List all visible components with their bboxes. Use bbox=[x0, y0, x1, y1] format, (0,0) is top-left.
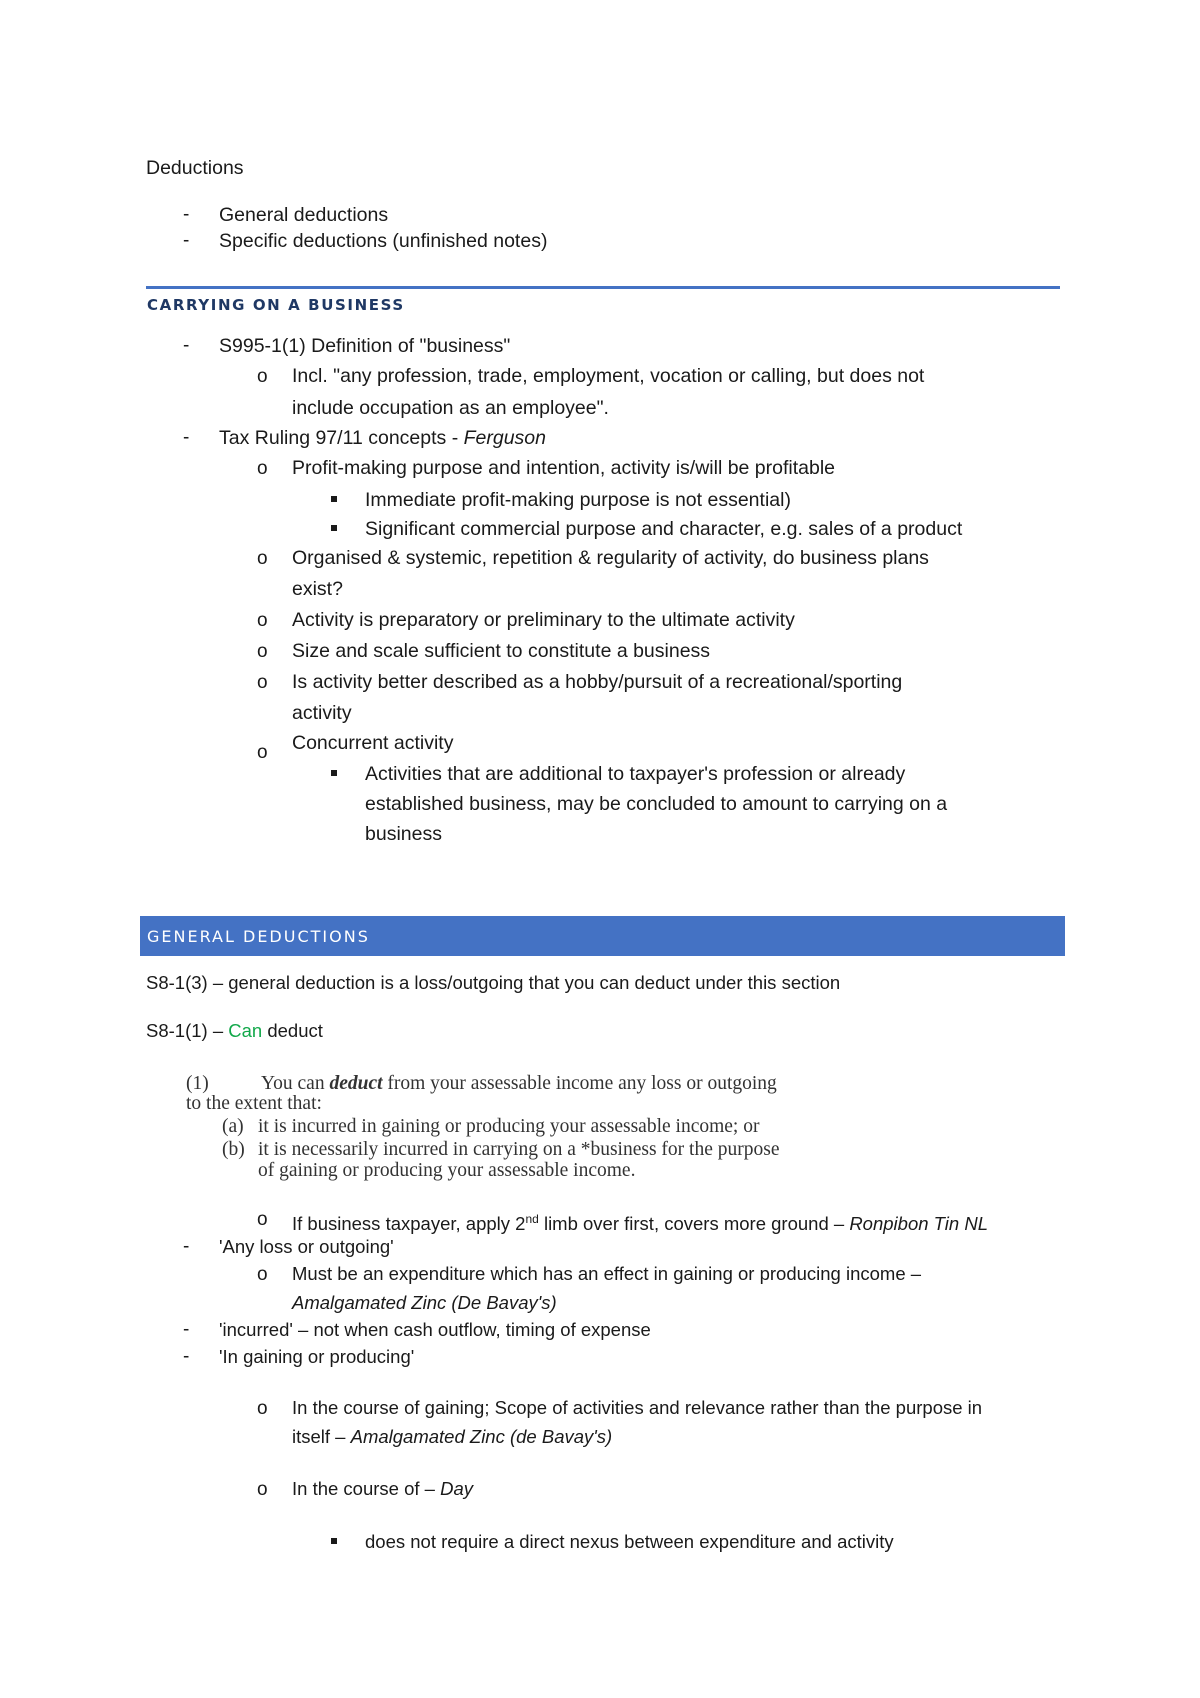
section-heading-general: GENERAL DEDUCTIONS bbox=[147, 927, 370, 946]
concept-profit-sub2: Significant commercial purpose and character, e.g. sales of a product bbox=[365, 518, 963, 540]
concept-preparatory: Activity is preparatory or preliminary to the ultimate activity bbox=[292, 609, 795, 631]
circle-bullet: o bbox=[257, 1398, 268, 1419]
excerpt-a-label: (a) bbox=[222, 1116, 244, 1137]
s8-1-1-prefix: S8-1(1) – bbox=[146, 1020, 229, 1041]
intro-item-specific: Specific deductions (unfinished notes) bbox=[219, 230, 548, 252]
intro-item-general: General deductions bbox=[219, 204, 389, 226]
limb-note-sup: nd bbox=[525, 1212, 539, 1226]
limb-note bbox=[292, 1207, 988, 1236]
concept-profit: Profit-making purpose and intention, activity is/will be profitable bbox=[292, 457, 836, 479]
limb-note-post: limb over first, covers more ground – bbox=[538, 1213, 850, 1235]
gaining-sub1-line1: In the course of gaining; Scope of activities and relevance rather than the purpose in bbox=[292, 1397, 983, 1418]
case-name-ronpibon: Ronpibon Tin NL bbox=[849, 1213, 988, 1235]
circle-bullet: o bbox=[257, 672, 268, 693]
concurrent-sub-line1: Activities that are additional to taxpayer's profession or already bbox=[365, 763, 906, 785]
square-bullet bbox=[331, 1538, 337, 1544]
concept-organised-line2: exist? bbox=[292, 578, 343, 600]
square-bullet bbox=[331, 770, 337, 776]
excerpt-line1-post: from your assessable income any loss or outgoing bbox=[382, 1073, 777, 1094]
dash-bullet: - bbox=[183, 427, 190, 448]
circle-bullet: o bbox=[257, 610, 268, 631]
circle-bullet: o bbox=[257, 641, 268, 662]
gaining-sub1-line2 bbox=[292, 1425, 612, 1449]
limb-note-pre: If business taxpayer, apply 2 bbox=[292, 1213, 526, 1235]
case-name-ferguson: Ferguson bbox=[463, 427, 546, 449]
dash-bullet: - bbox=[183, 1346, 190, 1367]
excerpt-a-text: it is incurred in gaining or producing your assessable income; or bbox=[258, 1116, 760, 1137]
circle-bullet: o bbox=[257, 458, 268, 479]
s8-1-1-text bbox=[146, 1019, 323, 1043]
concept-size: Size and scale sufficient to constitute a business bbox=[292, 640, 711, 662]
excerpt-deduct-bold: deduct bbox=[329, 1073, 383, 1094]
case-name-day: Day bbox=[440, 1478, 473, 1499]
s8-1-3-text: S8-1(3) – general deduction is a loss/outgoing that you can deduct under this section bbox=[146, 972, 841, 993]
excerpt-b-text: it is necessarily incurred in carrying on a *business for the purpose bbox=[258, 1139, 780, 1160]
gaining-sub2-sub: does not require a direct nexus between expenditure and activity bbox=[365, 1531, 894, 1552]
gaining-item: 'In gaining or producing' bbox=[219, 1346, 415, 1367]
circle-bullet: o bbox=[257, 1209, 268, 1230]
section-heading-business: CARRYING ON A BUSINESS bbox=[147, 296, 405, 314]
excerpt-line1 bbox=[261, 1073, 777, 1095]
heading-rule bbox=[146, 286, 1060, 289]
gaining-sub1-pre: itself – bbox=[292, 1426, 351, 1447]
circle-bullet: o bbox=[257, 1479, 268, 1500]
concurrent-sub-line3: business bbox=[365, 823, 442, 845]
circle-bullet: o bbox=[257, 548, 268, 569]
concept-organised-line1: Organised & systemic, repetition & regularity of activity, do business plans bbox=[292, 547, 929, 569]
circle-bullet: o bbox=[257, 742, 268, 763]
circle-bullet: o bbox=[257, 366, 268, 387]
excerpt-b-text2: of gaining or producing your assessable income. bbox=[258, 1160, 636, 1181]
excerpt-line1-pre: You can bbox=[261, 1073, 330, 1094]
excerpt-line2: to the extent that: bbox=[186, 1093, 322, 1114]
gaining-sub2-pre: In the course of – bbox=[292, 1478, 441, 1499]
case-name-amalgamated-2: Amalgamated Zinc (de Bavay's) bbox=[350, 1426, 613, 1447]
page-title: Deductions bbox=[146, 157, 244, 179]
concept-profit-sub1: Immediate profit-making purpose is not essential) bbox=[365, 489, 791, 511]
concurrent-sub-line2: established business, may be concluded to amount to carrying on a bbox=[365, 793, 948, 815]
dash-bullet: - bbox=[183, 335, 190, 356]
dash-bullet: - bbox=[183, 1236, 190, 1257]
definition-sub-line2: include occupation as an employee". bbox=[292, 397, 609, 419]
dash-bullet: - bbox=[183, 1319, 190, 1340]
subsection-number: (1) bbox=[186, 1073, 209, 1094]
dash-bullet: - bbox=[183, 204, 190, 225]
ruling-item-text: Tax Ruling 97/11 concepts - bbox=[219, 427, 464, 449]
square-bullet bbox=[331, 496, 337, 502]
definition-item: S995-1(1) Definition of "business" bbox=[219, 335, 511, 357]
s8-1-1-suffix: deduct bbox=[262, 1020, 323, 1041]
ruling-item bbox=[219, 426, 546, 450]
case-name-amalgamated bbox=[292, 1291, 557, 1315]
dash-bullet: - bbox=[183, 230, 190, 251]
square-bullet bbox=[331, 525, 337, 531]
concept-hobby-line1: Is activity better described as a hobby/pursuit of a recreational/sporting bbox=[292, 671, 903, 693]
loss-sub: Must be an expenditure which has an effect in gaining or producing income – bbox=[292, 1263, 922, 1284]
definition-sub-line1: Incl. "any profession, trade, employment, vocation or calling, but does not bbox=[292, 365, 925, 387]
concept-concurrent: Concurrent activity bbox=[292, 732, 454, 754]
circle-bullet: o bbox=[257, 1264, 268, 1285]
incurred-item: 'incurred' – not when cash outflow, timing of expense bbox=[219, 1319, 651, 1340]
gaining-sub2 bbox=[292, 1477, 473, 1501]
loss-case: Amalgamated Zinc (De Bavay's) bbox=[292, 1292, 557, 1313]
loss-item: 'Any loss or outgoing' bbox=[219, 1236, 394, 1257]
concept-hobby-line2: activity bbox=[292, 702, 352, 724]
can-highlight: Can bbox=[228, 1020, 263, 1041]
excerpt-b-label: (b) bbox=[222, 1139, 245, 1160]
